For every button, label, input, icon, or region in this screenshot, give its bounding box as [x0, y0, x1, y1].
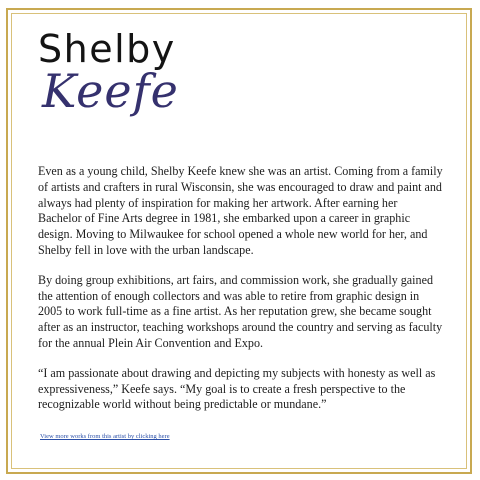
- artist-biography: [38, 164, 443, 427]
- logo-last-name: Keefe: [42, 64, 179, 118]
- bio-paragraph: By doing group exhibitions, art fairs, and commission work, she gradually gained the attention of enough collectors and was able to retire from graphic design in 2005 to work full-time as a fine artist. As her reputation grew, she became sought after as an instructor, teaching workshops around the country and serving as faculty for the annual Plein Air Convention and Expo.: [38, 272, 443, 350]
- bio-paragraph: “I am passionate about drawing and depicting my subjects with honesty as well as expressiveness,” Keefe says. “My goal is to create a fresh perspective to the recognizable world without being predictable or mundane.”: [38, 365, 436, 412]
- logo-first-name: Shelby: [38, 27, 176, 71]
- artist-logo: [38, 27, 238, 130]
- bio-paragraph: Even as a young child, Shelby Keefe knew she was an artist. Coming from a family of artists and crafters in rural Wisconsin, she was encouraged to draw and paint and always had plenty of inspiration for making her artwork. After earning her Bachelor of Fine Arts degree in 1981, she embarked upon a career in graphic design. Moving to Milwaukee for school opened a whole new world for her, and Shelby fell in love with the urban landscape.: [38, 164, 443, 257]
- view-more-works-link[interactable]: View more works from this artist by clicking here: [40, 433, 170, 440]
